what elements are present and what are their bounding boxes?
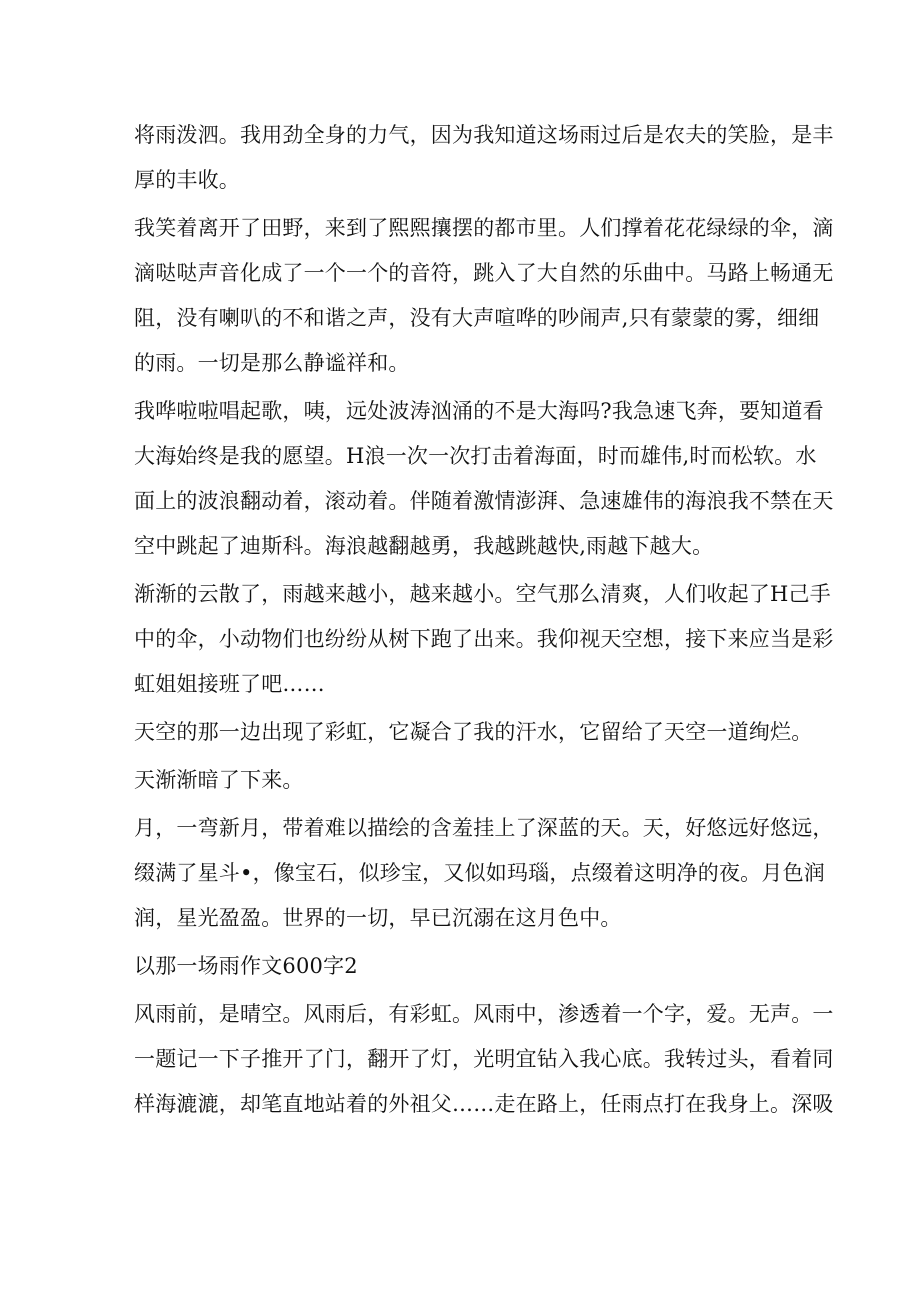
text-line: 一题记一下子推开了门，翻开了灯，光明宜钻入我心底。我转过头，看着同 (134, 1047, 834, 1071)
paragraph-3 (134, 389, 834, 569)
paragraph-7 (134, 806, 834, 941)
paragraph-8 (134, 992, 834, 1127)
text-line: 风雨前，是晴空。风雨后，有彩虹。风雨中，渗透着一个字，爱。无声。一 (134, 1002, 834, 1026)
text-line: 虹姐姐接班了吧…… (134, 672, 325, 696)
text-line: 厚的丰收。 (134, 168, 240, 192)
text-line: 大海始终是我的愿望。H浪一次一次打击着海面，时而雄伟,时而松软。水 (134, 444, 817, 468)
paragraph-5 (134, 710, 813, 755)
paragraph-1 (134, 113, 834, 203)
section-heading (134, 944, 792, 989)
text-line: 天空的那一边出现了彩虹，它凝合了我的汗水，它留给了天空一道绚烂。 (134, 720, 813, 744)
text-line: 面上的波浪翻动着，滚动着。伴随着激情澎湃、急速雄伟的海浪我不禁在天 (134, 489, 834, 513)
text-line: 缀满了星斗•，像宝石，似珍宝，又似如玛瑙，点缀着这明净的夜。月色润 (134, 861, 825, 885)
paragraph-4 (134, 572, 834, 707)
text-line: 空中跳起了迪斯科。海浪越翻越勇，我越跳越快,雨越下越大。 (134, 534, 714, 558)
text-line: 阻，没有喇叭的不和谐之声，没有大声喧哗的吵闹声,只有蒙蒙的雾，细细 (134, 306, 820, 330)
text-line: 将雨泼泗。我用劲全身的力气，因为我知道这场雨过后是农夫的笑脸，是丰 (134, 123, 834, 147)
text-line: 我笑着离开了田野，来到了熙熙攘摆的都市里。人们撑着花花绿绿的伞，滴 (134, 216, 834, 240)
paragraph-2 (134, 206, 834, 386)
heading-text: 以那一场雨作文600字2 (134, 954, 358, 978)
text-line: 样海漉漉，却笔直地站着的外祖父……走在路上，任雨点打在我身上。深吸 (134, 1092, 834, 1116)
text-line: 渐渐的云散了，雨越来越小，越来越小。空气那么清爽，人们收起了H己手 (134, 582, 831, 606)
text-line: 月，一弯新月，带着难以描绘的含羞挂上了深蓝的天。天，好悠远好悠远， (134, 816, 834, 840)
text-line: 滴哒哒声音化成了一个一个的音符，跳入了大自然的乐曲中。马路上畅通无 (134, 261, 834, 285)
text-line: 的雨。一切是那么静谧祥和。 (134, 351, 410, 375)
text-line: 中的伞，小动物们也纷纷从树下跑了出来。我仰视天空想，接下来应当是彩 (134, 627, 834, 651)
text-line: 天渐渐暗了下来。 (134, 768, 304, 792)
document-body (134, 113, 834, 1130)
text-line: 润，星光盈盈。世界的一切，早已沉溺在这月色中。 (134, 906, 622, 930)
paragraph-6 (134, 758, 792, 803)
text-line: 我哗啦啦唱起歌，咦，远处波涛汹涌的不是大海吗?我急速飞奔，要知道看 (134, 399, 824, 423)
